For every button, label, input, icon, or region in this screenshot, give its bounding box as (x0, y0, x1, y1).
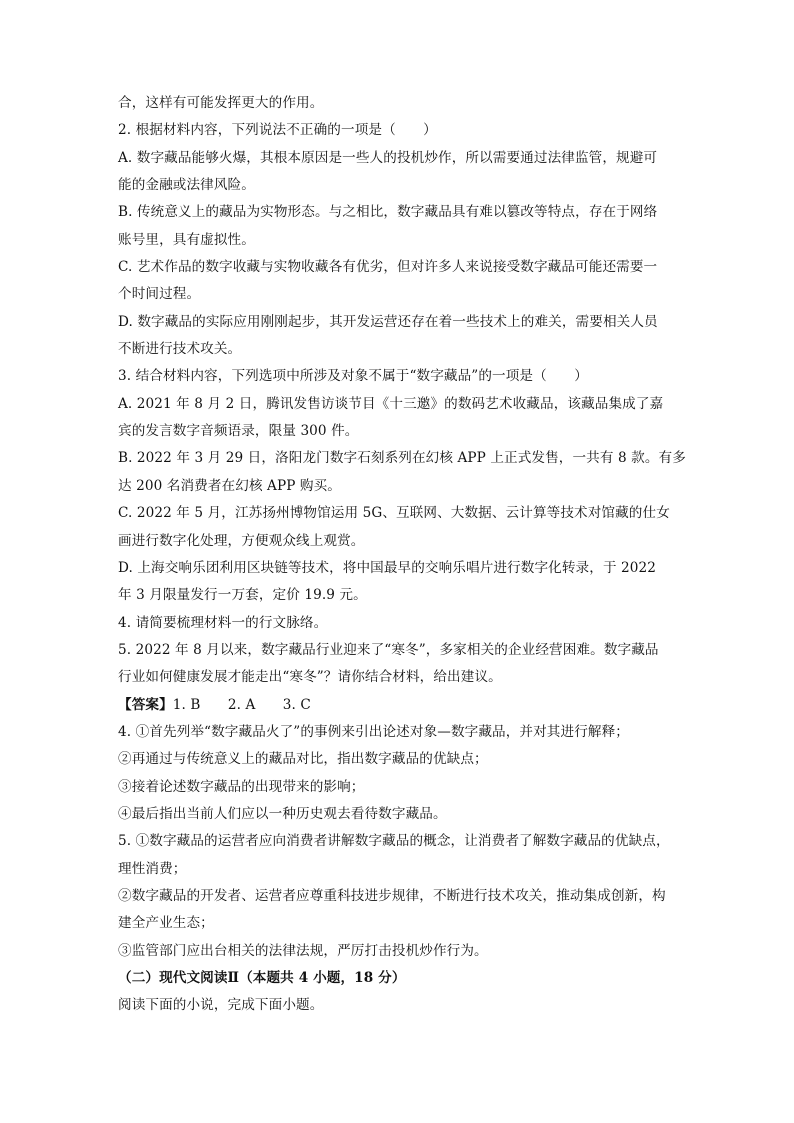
q3-option-d-line2: 年 3 月限量发行一万套，定价 19.9 元。 (118, 587, 367, 604)
option-d-line1: D. 数字藏品的实际应用刚刚起步，其开发运营还存在着一些技术上的难关，需要相关人员 (118, 313, 658, 330)
q3-option-a-line1: A. 2021 年 8 月 2 日，腾讯发售访谈节目《十三邀》的数码艺术收藏品，该藏品集成了嘉 (118, 395, 664, 412)
answer-4-line3: ③接着论述数字藏品的出现带来的影响； (118, 778, 365, 795)
answer-5-line2: 理性消费； (118, 860, 187, 877)
document-page (118, 90, 684, 1020)
option-b-line2: 账号里，具有虚拟性。 (118, 231, 255, 248)
q3-option-c-line1: C. 2022 年 5 月，江苏扬州博物馆运用 5G、互联网、大数据、云计算等技术对馆藏的仕女 (118, 505, 670, 522)
q3-option-a-line2: 宾的发言数字音频语录，限量 300 件。 (118, 423, 359, 440)
q3-option-b-line2: 达 200 名消费者在幻核 APP 购买。 (118, 477, 341, 494)
question-5-line2: 行业如何健康发展才能走出“寒冬”？请你结合材料，给出建议。 (118, 669, 502, 686)
q3-option-d-line1: D. 上海交响乐团利用区块链等技术，将中国最早的交响乐唱片进行数字化转录，于 2022 (118, 559, 657, 576)
instruction-line: 阅读下面的小说，完成下面小题。 (118, 997, 324, 1014)
section-heading: （二）现代文阅读Ⅱ（本题共 4 小题，18 分） (118, 970, 406, 986)
answer-line (118, 692, 684, 719)
question-5-line1: 5. 2022 年 8 月以来，数字藏品行业迎来了“寒冬”，多家相关的企业经营困难。数字藏品 (118, 641, 659, 658)
question-4: 4. 请简要梳理材料一的行文脉络。 (118, 614, 328, 631)
option-c-line2: 个时间过程。 (118, 286, 201, 303)
text-line: 合，这样有可能发挥更大的作用。 (118, 95, 324, 111)
option-b-line1: B. 传统意义上的藏品为实物形态。与之相比，数字藏品具有难以篡改等特点，存在于网络 (118, 204, 658, 221)
answer-4-line1: 4. ①首先列举“数字藏品火了”的事例来引出论述对象—数字藏品，并对其进行解释； (118, 723, 629, 740)
answer-5-line1: 5. ①数字藏品的运营者应向消费者讲解数字藏品的概念，让消费者了解数字藏品的优缺点， (118, 833, 670, 850)
answer-5-line4: 建全产业生态； (118, 915, 214, 932)
question-2: 2. 根据材料内容，下列说法不正确的一项是（ ） (118, 122, 437, 139)
question-3: 3. 结合材料内容，下列选项中所涉及对象不属于“数字藏品”的一项是（ ） (118, 368, 588, 385)
answer-5-line5: ③监管部门应出台相关的法律法规，严厉打击投机炒作行为。 (118, 942, 488, 959)
answer-4-line4: ④最后指出当前人们应以一种历史观去看待数字藏品。 (118, 805, 447, 822)
answer-choices: 1. B 2. A 3. C (172, 696, 311, 713)
q3-option-b-line1: B. 2022 年 3 月 29 日，洛阳龙门数字石刻系列在幻核 APP 上正式发售，一共有 8 款。有多 (118, 450, 686, 467)
option-d-line2: 不断进行技术攻关。 (118, 341, 242, 358)
answer-tag: 【答案】 (118, 696, 173, 713)
answer-4-line2: ②再通过与传统意义上的藏品对比，指出数字藏品的优缺点； (118, 751, 488, 768)
option-a-line1: A. 数字藏品能够火爆，其根本原因是一些人的投机炒作，所以需要通过法律监管，规避可 (118, 149, 658, 166)
option-c-line1: C. 艺术作品的数字收藏与实物收藏各有优劣，但对许多人来说接受数字藏品可能还需要一 (118, 259, 658, 276)
q3-option-c-line2: 画进行数字化处理，方便观众线上观赏。 (118, 532, 365, 549)
answer-5-line3: ②数字藏品的开发者、运营者应尊重科技进步规律，不断进行技术攻关，推动集成创新，构 (118, 887, 666, 904)
option-a-line2: 能的金融或法律风险。 (118, 177, 255, 194)
